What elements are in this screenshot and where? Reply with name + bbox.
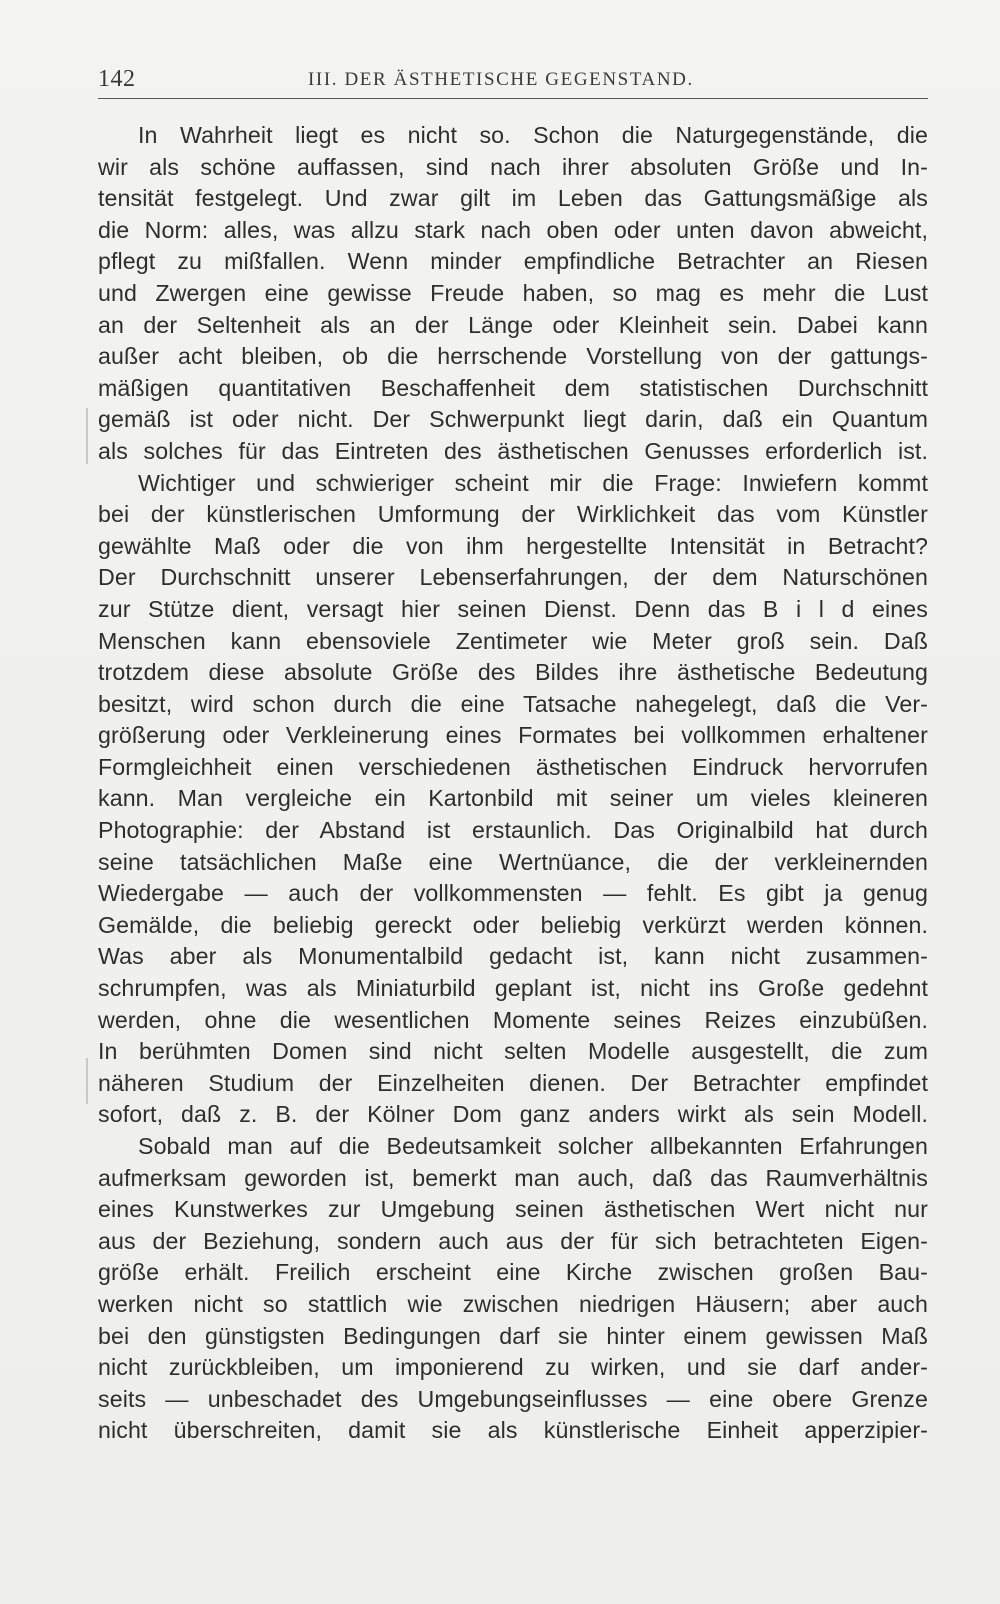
text-line: Formgleichheit einen verschiedenen ästhetischen Eindruck hervorrufen <box>98 753 928 780</box>
text-line: seine tatsächlichen Maße eine Wertnüance, die der verkleinernden <box>98 848 928 875</box>
margin-pencil-mark <box>86 1058 88 1104</box>
text-line: Menschen kann ebensoviele Zentimeter wie Meter groß sein. Daß <box>98 627 928 654</box>
text-line: größe erhält. Freilich erscheint eine Kirche zwischen großen Bau- <box>98 1259 928 1286</box>
text-line: aufmerksam geworden ist, bemerkt man auch, daß das Raumverhältnis <box>98 1164 928 1191</box>
text-line: außer acht bleiben, ob die herrschende Vorstellung von der gattungs- <box>98 343 928 370</box>
text-line: Sobald man auf die Bedeutsamkeit solcher allbekannten Erfahrungen <box>138 1133 928 1159</box>
text-line: Photographie: der Abstand ist erstaunlich. Das Originalbild hat durch <box>98 817 928 844</box>
text-line: größerung oder Verkleinerung eines Formates bei vollkommen erhaltener <box>98 722 928 749</box>
text-line: besitzt, wird schon durch die eine Tatsache nahegelegt, daß die Ver- <box>98 690 928 717</box>
text-line: Wiedergabe — auch der vollkommensten — fehlt. Es gibt ja genug <box>98 880 928 907</box>
text-line: aus der Beziehung, sondern auch aus der für sich betrachteten Eigen- <box>98 1227 928 1254</box>
text-line: bei den günstigsten Bedingungen darf sie hinter einem gewissen Maß <box>98 1322 928 1349</box>
text-line: gewählte Maß oder die von ihm hergestellte Intensität in Betracht? <box>98 532 928 559</box>
running-head-title: III. DER ÄSTHETISCHE GEGENSTAND. <box>308 69 694 90</box>
text-line: schrumpfen, was als Miniaturbild geplant ist, nicht ins Große gedehnt <box>98 975 928 1002</box>
text-line: gemäß ist oder nicht. Der Schwerpunkt liegt darin, daß ein Quantum <box>98 406 928 433</box>
margin-pencil-mark <box>86 408 88 464</box>
text-line: Der Durchschnitt unserer Lebenserfahrungen, der dem Naturschönen <box>98 564 928 591</box>
page-number: 142 <box>98 66 136 92</box>
text-line: In berühmten Domen sind nicht selten Modelle ausgestellt, die zum <box>98 1038 928 1065</box>
text-line: als solches für das Eintreten des ästhetischen Genusses erforderlich ist. <box>98 437 928 464</box>
text-line: die Norm: alles, was allzu stark nach oben oder unten davon abweicht, <box>98 216 928 243</box>
text-line: trotzdem diese absolute Größe des Bildes ihre ästhetische Bedeutung <box>98 659 928 686</box>
text-line: sofort, daß z. B. der Kölner Dom ganz anders wirkt als sein Modell. <box>98 1101 928 1128</box>
text-line: mäßigen quantitativen Beschaffenheit dem statistischen Durchschnitt <box>98 374 928 401</box>
text-line: werden, ohne die wesentlichen Momente seines Reizes einzubüßen. <box>98 1006 928 1033</box>
text-line: kann. Man vergleiche ein Kartonbild mit seiner um vieles kleineren <box>98 785 928 812</box>
text-line: zur Stütze dient, versagt hier seinen Dienst. Denn das B i l d eines <box>98 595 928 622</box>
text-line: bei der künstlerischen Umformung der Wirklichkeit das vom Künstler <box>98 501 928 528</box>
text-line: pflegt zu mißfallen. Wenn minder empfindliche Betrachter an Riesen <box>98 248 928 275</box>
text-line: Gemälde, die beliebig gereckt oder beliebig verkürzt werden können. <box>98 911 928 938</box>
text-line: In Wahrheit liegt es nicht so. Schon die Naturgegenstände, die <box>138 122 928 148</box>
header-rule <box>98 98 928 99</box>
text-line: näheren Studium der Einzelheiten dienen. Der Betrachter empfindet <box>98 1069 928 1096</box>
text-line: Was aber als Monumentalbild gedacht ist, kann nicht zusammen- <box>98 943 928 970</box>
text-line: nicht überschreiten, damit sie als künstlerische Einheit apperzipier- <box>98 1417 928 1444</box>
text-line: nicht zurückbleiben, um imponierend zu wirken, und sie darf ander- <box>98 1354 928 1381</box>
text-line: an der Seltenheit als an der Länge oder Kleinheit sein. Dabei kann <box>98 311 928 338</box>
text-line: seits — unbeschadet des Umgebungseinflusses — eine obere Grenze <box>98 1385 928 1412</box>
text-line: wir als schöne auffassen, sind nach ihrer absoluten Größe und In- <box>98 153 928 180</box>
text-line: und Zwergen eine gewisse Freude haben, so mag es mehr die Lust <box>98 279 928 306</box>
text-line: Wichtiger und schwieriger scheint mir die Frage: Inwiefern kommt <box>138 469 928 496</box>
text-line: eines Kunstwerkes zur Umgebung seinen ästhetischen Wert nicht nur <box>98 1196 928 1223</box>
text-line: werken nicht so stattlich wie zwischen niedrigen Häusern; aber auch <box>98 1290 928 1317</box>
text-line: tensität festgelegt. Und zwar gilt im Leben das Gattungsmäßige als <box>98 185 928 212</box>
running-head <box>98 66 928 96</box>
body-text <box>98 120 928 1447</box>
